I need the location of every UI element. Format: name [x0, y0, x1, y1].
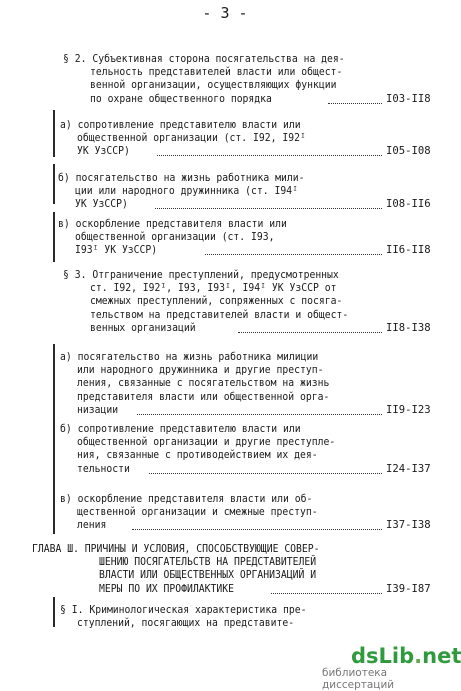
margin-bar: [53, 344, 55, 416]
toc-leader-dots: [132, 528, 382, 530]
toc-line: УК УзССР): [77, 145, 130, 158]
toc-line: тельности: [77, 462, 130, 475]
toc-line: ШЕНИЮ ПОСЯГАТЕЛЬСТВ НА ПРЕДСТАВИТЕЛЕЙ: [99, 556, 317, 569]
margin-bar: [53, 416, 55, 486]
toc-line: в) оскорбление представителя власти или об-: [60, 493, 313, 505]
toc-line: ВЛАСТИ ИЛИ ОБЩЕСТВЕННЫХ ОРГАНИЗАЦИЙ И: [99, 569, 317, 582]
margin-bar: [53, 597, 55, 627]
toc-line: или народного дружинника и другие преступ-: [77, 364, 324, 377]
toc-line: а) сопротивление представителю власти или: [60, 119, 301, 131]
margin-bar: [53, 164, 55, 204]
toc-line: венной организации, осуществляющих функции: [90, 79, 337, 92]
toc-line: I93ᴵ УК УзССР): [75, 244, 158, 257]
watermark-tagline: библиотека диссертаций: [322, 667, 395, 691]
watermark-tld: net: [422, 644, 461, 668]
watermark-brand: dsLib: [351, 644, 415, 668]
toc-page-range: II8-I38: [386, 321, 431, 334]
toc-line: тельством на представителей власти и общест-: [90, 308, 349, 321]
toc-leader-dots: [149, 472, 382, 474]
toc-line: б) посягательство на жизнь работника мили-: [58, 172, 305, 184]
margin-bar: [53, 486, 55, 534]
toc-leader-dots: [137, 413, 382, 415]
watermark-logo: [351, 644, 461, 668]
toc-line: щественной организации и смежные преступ-: [77, 506, 318, 519]
toc-line: представителя власти или общественной орга-: [77, 390, 330, 403]
toc-leader-dots: [205, 253, 382, 255]
toc-line: смежных преступлений, сопряженных с посяга-: [90, 295, 343, 308]
toc-leader-dots: [238, 331, 382, 333]
toc-line: венных организаций: [90, 321, 196, 334]
toc-page-range: II6-II8: [386, 244, 431, 257]
margin-bar: [53, 212, 55, 262]
toc-leader-dots: [157, 154, 382, 156]
toc-line: низации: [77, 403, 119, 416]
watermark-dot: .: [414, 644, 423, 668]
toc-page-range: II9-I23: [386, 403, 431, 416]
toc-line: ления, связанные с посягательством на жизнь: [77, 377, 330, 390]
toc-line: ления: [77, 519, 107, 532]
toc-line: ния, связанные с противодействием их дея-: [77, 449, 318, 462]
toc-leader-dots: [328, 102, 382, 104]
toc-leader-dots: [271, 592, 382, 594]
toc-page-range: I05-I08: [386, 145, 431, 158]
toc-page-range: I39-I87: [386, 582, 431, 595]
toc-page-range: I03-II8: [386, 92, 431, 105]
toc-line: ступлений, посягающих на представите-: [77, 617, 295, 630]
page-number: - 3 -: [202, 4, 248, 22]
toc-line: МЕРЫ ПО ИХ ПРОФИЛАКТИКЕ: [99, 582, 234, 595]
toc-line: в) оскорбление представителя власти или: [58, 218, 287, 230]
toc-line: ГЛАВА Ш. ПРИЧИНЫ И УСЛОВИЯ, СПОСОБСТВУЮЩИЕ СОВЕР-: [32, 543, 320, 555]
toc-line: общественной организации и другие преступле-: [77, 436, 336, 449]
toc-page-range: I37-I38: [386, 519, 431, 532]
toc-line: тельность представителей власти или общест-: [90, 66, 343, 79]
toc-line: § 3. Отграничение преступлений, предусмотренных: [63, 269, 339, 281]
toc-line: УК УзССР): [75, 198, 128, 211]
toc-page-range: I08-II6: [386, 198, 431, 211]
margin-bar: [53, 110, 55, 157]
toc-line: ст. I92, I92ᴵ, I93, I93ᴵ, I94ᴵ УК УзССР от: [90, 282, 337, 295]
toc-leader-dots: [155, 207, 382, 209]
toc-line: § 2. Субъективная сторона посягательства на дея-: [63, 53, 345, 65]
toc-line: а) посягательство на жизнь работника милиции: [60, 351, 319, 363]
toc-line: § I. Криминологическая характеристика пре-: [60, 604, 307, 616]
toc-line: б) сопротивление представителю власти или: [60, 423, 301, 435]
toc-line: общественной организации (ст. I93,: [75, 231, 275, 244]
toc-line: ции или народного дружинника (ст. I94ᴵ: [75, 185, 298, 198]
toc-page-range: I24-I37: [386, 462, 431, 475]
toc-line: общественной организации (ст. I92, I92ᴵ: [77, 132, 306, 145]
toc-line: по охране общественного порядка: [90, 92, 272, 105]
